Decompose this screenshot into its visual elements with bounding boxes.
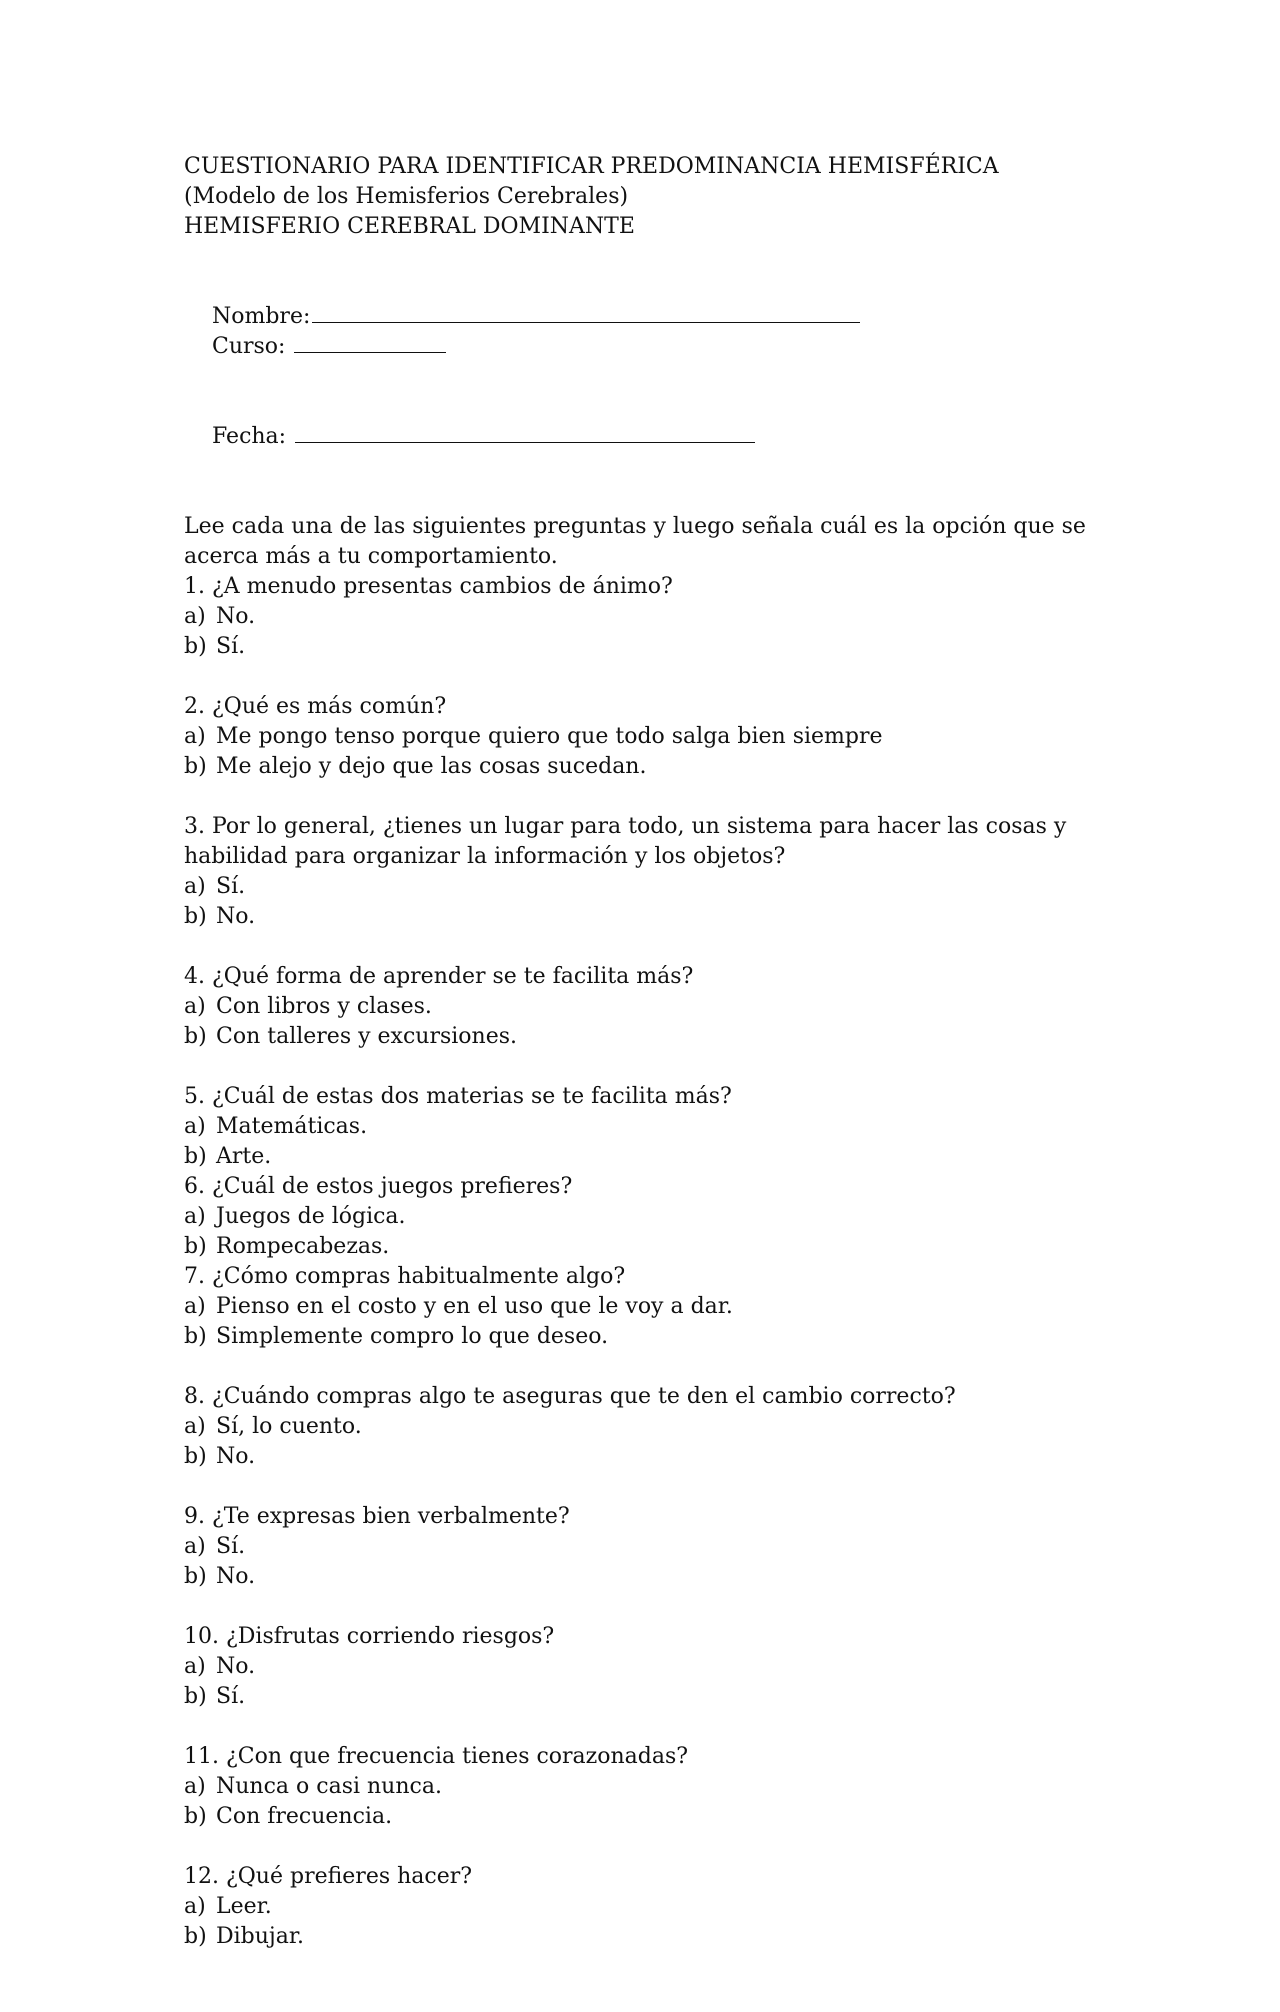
option-text: Sí. [216,1534,246,1559]
answer-option-a[interactable] [184,1532,1144,1562]
option-letter: b) [184,1024,207,1049]
question-text: 8. ¿Cuándo compras algo te aseguras que te den el cambio correcto? [184,1384,956,1409]
option-text: Con libros y clases. [216,994,432,1019]
question-item [184,1382,1144,1472]
option-letter: b) [184,754,207,779]
option-letter: a) [184,724,206,749]
answer-option-a[interactable] [184,1892,1144,1922]
answer-option-a[interactable] [184,1652,1144,1682]
questionnaire-page [184,152,1144,1952]
answer-option-a[interactable] [184,1772,1144,1802]
option-text: Me alejo y dejo que las cosas sucedan. [216,754,647,779]
name-label: Nombre: [211,304,311,329]
option-letter: b) [184,1684,207,1709]
option-letter: b) [184,1924,207,1949]
option-text: No. [216,1564,256,1589]
option-text: Leer. [216,1894,272,1919]
option-letter: a) [184,874,206,899]
answer-option-a[interactable] [184,722,1144,752]
answer-option-b[interactable] [184,752,1144,782]
question-text: 10. ¿Disfrutas corriendo riesgos? [184,1624,555,1649]
answer-option-b[interactable] [184,1682,1144,1712]
answer-option-b[interactable] [184,1022,1144,1052]
question-item [184,812,1144,932]
answer-option-a[interactable] [184,1292,1144,1322]
question-text: 3. Por lo general, ¿tienes un lugar para todo, un sistema para hacer las cosas y habilidad para organizar la información y los objetos? [184,814,1067,869]
question-item [184,1262,1144,1352]
document-title: CUESTIONARIO PARA IDENTIFICAR PREDOMINANCIA HEMISFÉRICA [184,154,999,179]
answer-option-b[interactable] [184,1322,1144,1352]
option-text: No. [216,1654,256,1679]
question-item [184,572,1144,662]
option-text: Sí. [216,874,246,899]
answer-option-a[interactable] [184,872,1144,902]
course-field[interactable] [294,332,446,353]
answer-option-b[interactable] [184,632,1144,662]
option-text: Matemáticas. [216,1114,368,1139]
question-item [184,1502,1144,1592]
option-text: Sí, lo cuento. [216,1414,362,1439]
answer-option-a[interactable] [184,992,1144,1022]
question-text: 6. ¿Cuál de estos juegos prefieres? [184,1174,573,1199]
option-text: Simplemente compro lo que deseo. [216,1324,609,1349]
document-subtitle: (Modelo de los Hemisferios Cerebrales) [184,184,629,209]
option-letter: b) [184,1444,207,1469]
option-letter: a) [184,1894,206,1919]
option-letter: b) [184,1234,207,1259]
answer-option-b[interactable] [184,902,1144,932]
option-letter: a) [184,604,206,629]
question-item [184,692,1144,782]
document-heading: HEMISFERIO CEREBRAL DOMINANTE [184,214,635,239]
question-text: 1. ¿A menudo presentas cambios de ánimo? [184,574,673,599]
name-course-row [184,272,1144,392]
answer-option-b[interactable] [184,1802,1144,1832]
answer-option-a[interactable] [184,602,1144,632]
answer-option-b[interactable] [184,1562,1144,1592]
question-item [184,1082,1144,1172]
option-text: No. [216,904,256,929]
instructions: Lee cada una de las siguientes preguntas y luego señala cuál es la opción que se acerca más a tu comportamiento. [184,514,1086,569]
question-text: 11. ¿Con que frecuencia tienes corazonadas? [184,1744,689,1769]
question-list [184,572,1144,1952]
option-text: Arte. [216,1144,272,1169]
option-letter: a) [184,1414,206,1439]
question-text: 9. ¿Te expresas bien verbalmente? [184,1504,570,1529]
option-letter: a) [184,1294,206,1319]
option-text: Sí. [216,1684,246,1709]
name-field[interactable] [312,302,860,323]
option-letter: a) [184,994,206,1019]
option-text: Con frecuencia. [216,1804,393,1829]
option-text: Dibujar. [216,1924,304,1949]
option-text: Nunca o casi nunca. [216,1774,442,1799]
option-text: Juegos de lógica. [216,1204,406,1229]
question-item [184,1742,1144,1832]
option-letter: b) [184,904,207,929]
option-text: Me pongo tenso porque quiero que todo salga bien siempre [216,724,883,749]
question-item [184,962,1144,1052]
option-text: No. [216,604,256,629]
option-letter: b) [184,1804,207,1829]
course-label: Curso: [211,334,286,359]
option-letter: b) [184,1564,207,1589]
option-letter: b) [184,1324,207,1349]
option-letter: a) [184,1204,206,1229]
option-letter: b) [184,634,207,659]
answer-option-b[interactable] [184,1442,1144,1472]
date-field[interactable] [295,422,755,443]
answer-option-b[interactable] [184,1232,1144,1262]
date-row [184,392,1144,482]
option-letter: a) [184,1654,206,1679]
answer-option-a[interactable] [184,1412,1144,1442]
question-text: 2. ¿Qué es más común? [184,694,447,719]
option-letter: a) [184,1534,206,1559]
option-letter: a) [184,1774,206,1799]
option-text: Pienso en el costo y en el uso que le voy a dar. [216,1294,733,1319]
question-text: 4. ¿Qué forma de aprender se te facilita más? [184,964,694,989]
question-item [184,1172,1144,1262]
question-text: 5. ¿Cuál de estas dos materias se te facilita más? [184,1084,732,1109]
option-letter: a) [184,1114,206,1139]
answer-option-b[interactable] [184,1142,1144,1172]
date-label: Fecha: [211,424,287,449]
option-text: Sí. [216,634,246,659]
answer-option-a[interactable] [184,1112,1144,1142]
option-text: Rompecabezas. [216,1234,390,1259]
option-text: No. [216,1444,256,1469]
question-item [184,1622,1144,1712]
option-text: Con talleres y excursiones. [216,1024,518,1049]
answer-option-b[interactable] [184,1922,1144,1952]
question-text: 12. ¿Qué prefieres hacer? [184,1864,473,1889]
option-letter: b) [184,1144,207,1169]
answer-option-a[interactable] [184,1202,1144,1232]
question-item [184,1862,1144,1952]
question-text: 7. ¿Cómo compras habitualmente algo? [184,1264,626,1289]
